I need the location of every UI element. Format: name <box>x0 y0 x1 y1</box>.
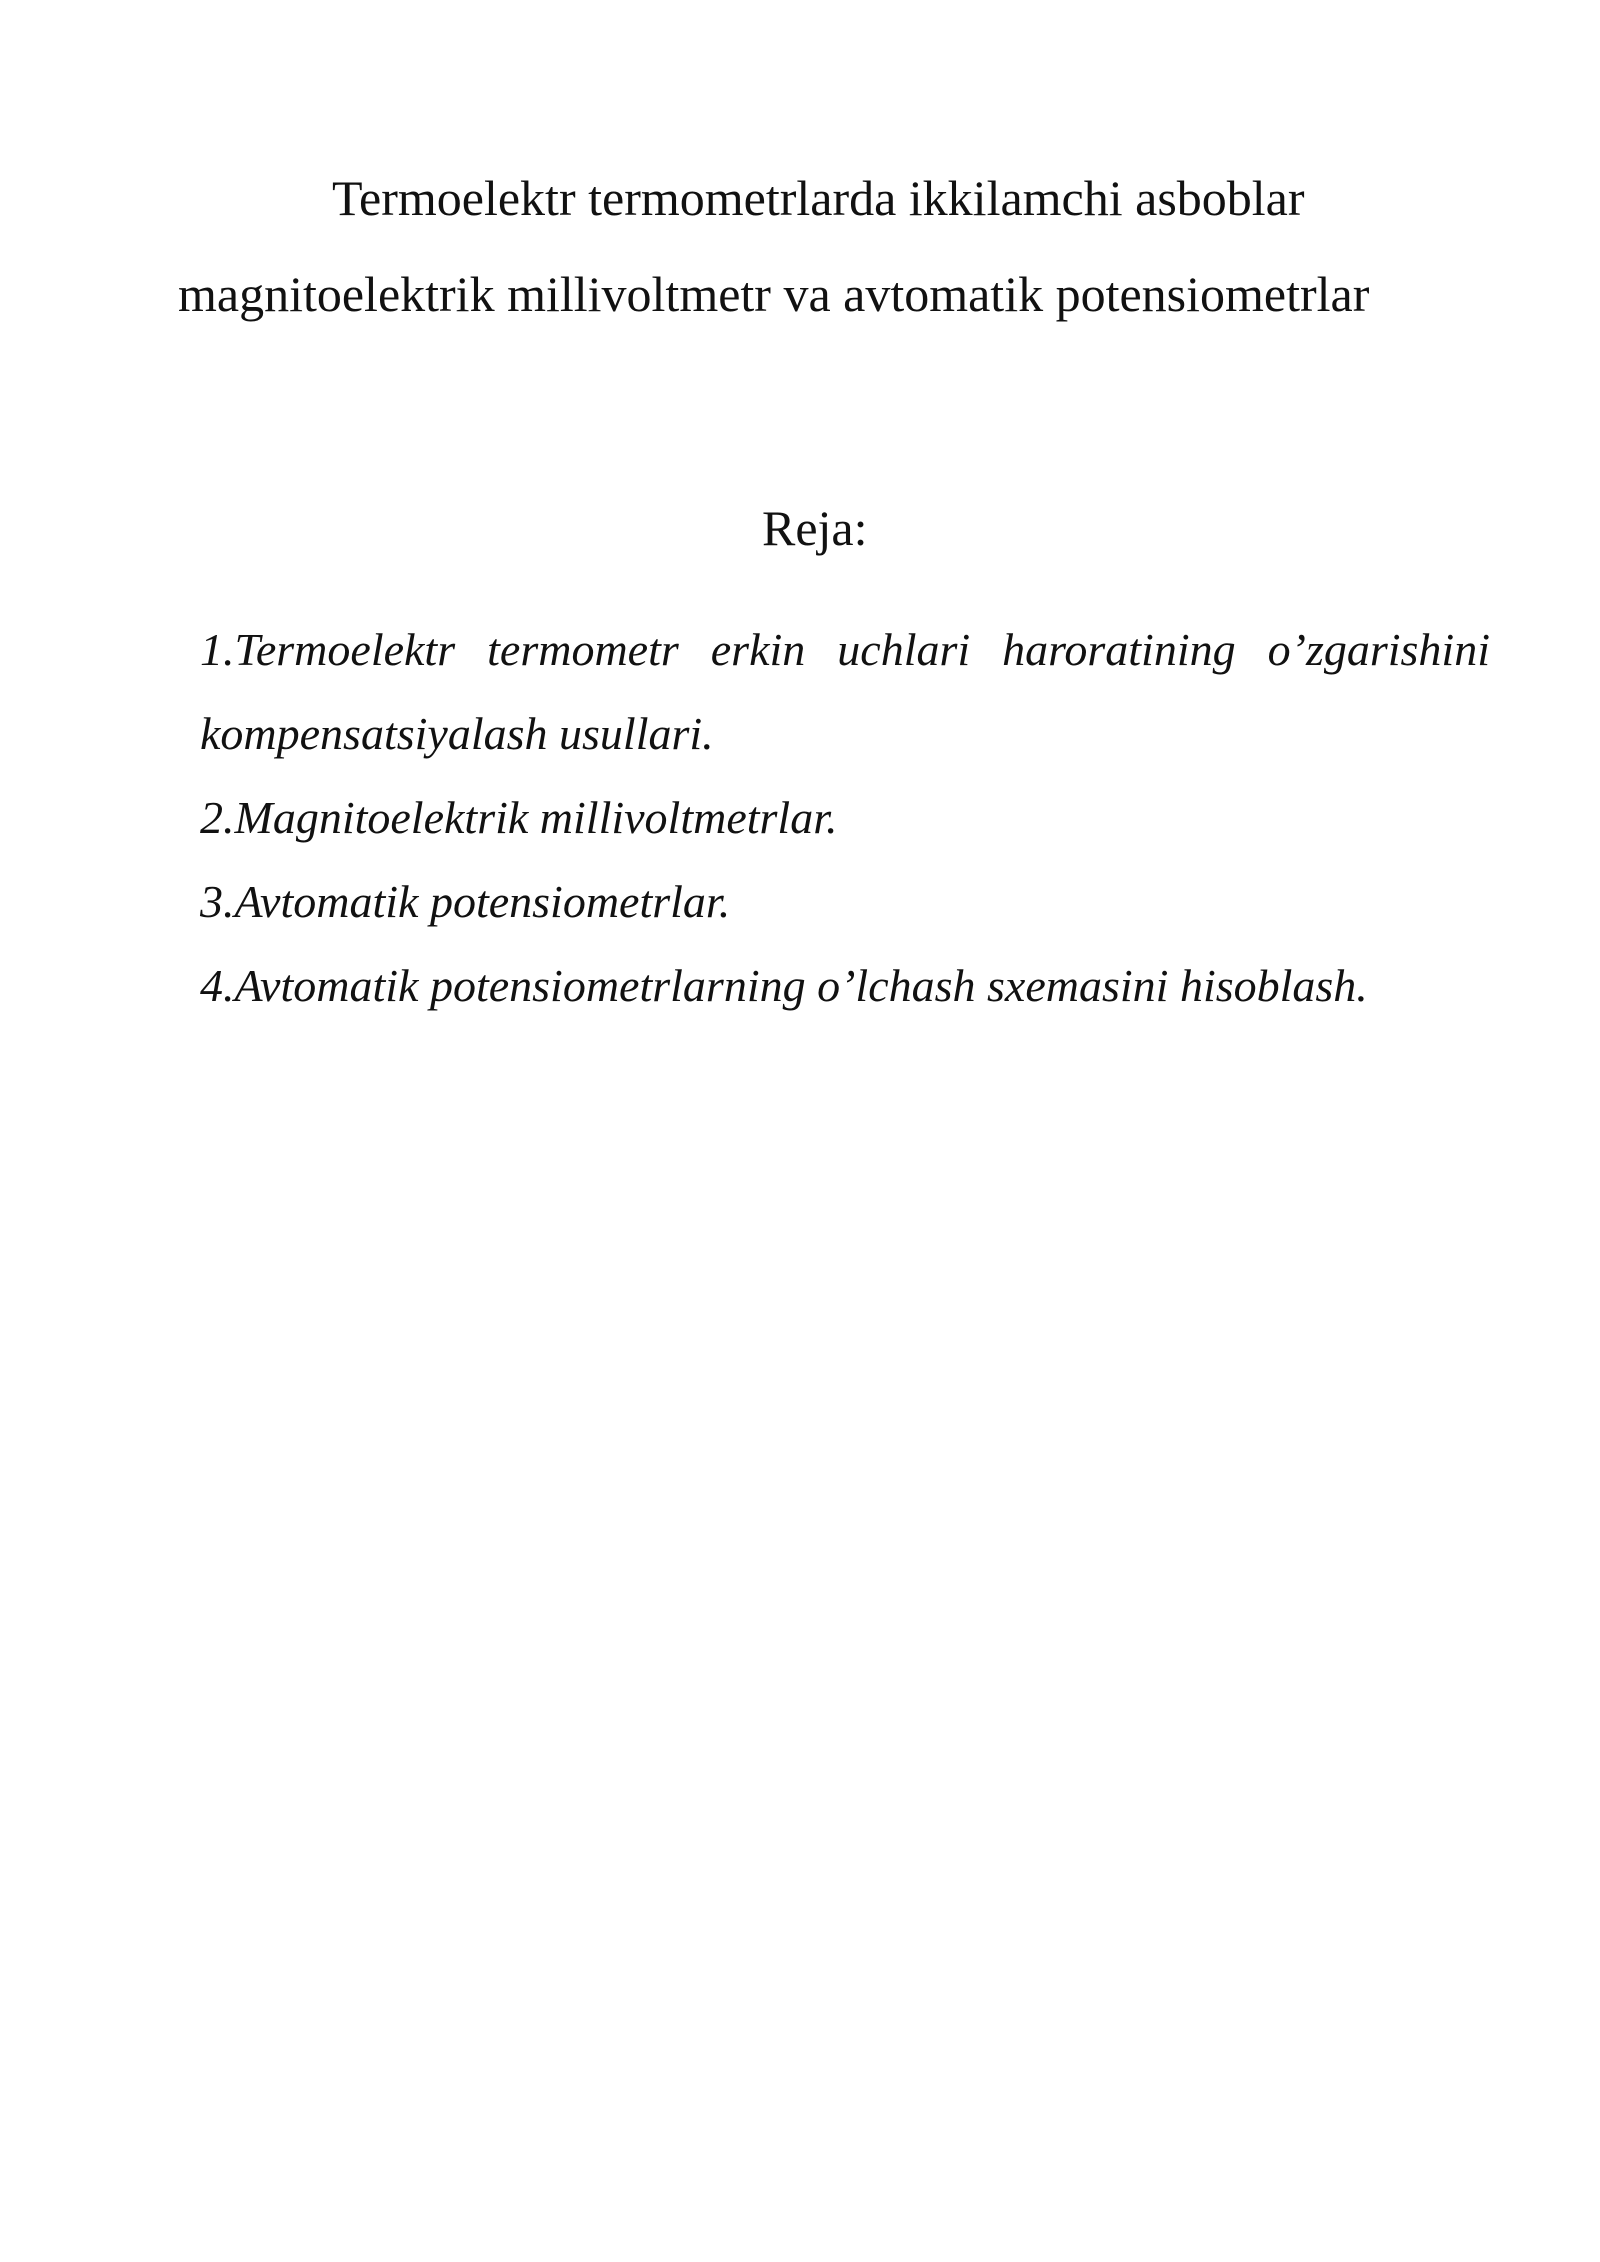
plan-heading: Reja: <box>762 500 868 556</box>
plan-item-1 <box>200 608 1490 776</box>
plan-item-2 <box>200 776 1490 860</box>
plan-item-3-text: 3.Avtomatik potensiometrlar. <box>200 876 731 927</box>
plan-item-2-text: 2.Magnitoelektrik millivoltmetrlar. <box>200 792 838 843</box>
plan-item-1-line-2: kompensatsiyalash usullari. <box>200 708 714 759</box>
plan-item-4 <box>200 944 1490 1028</box>
plan-item-3 <box>200 860 1490 944</box>
title-line-2: magnitoelektrik millivoltmetr va avtomatik potensiometrlar <box>178 266 1370 322</box>
plan-item-1-line-1: 1.Termoelektr termometr erkin uchlari haroratining o’zgarishini <box>200 624 1490 675</box>
plan-item-4-text: 4.Avtomatik potensiometrlarning o’lchash sxemasini hisoblash. <box>200 960 1368 1011</box>
plan-list <box>200 608 1490 1028</box>
document-title <box>0 150 1600 342</box>
title-line-1: Termoelektr termometrlarda ikkilamchi asboblar <box>332 170 1305 226</box>
